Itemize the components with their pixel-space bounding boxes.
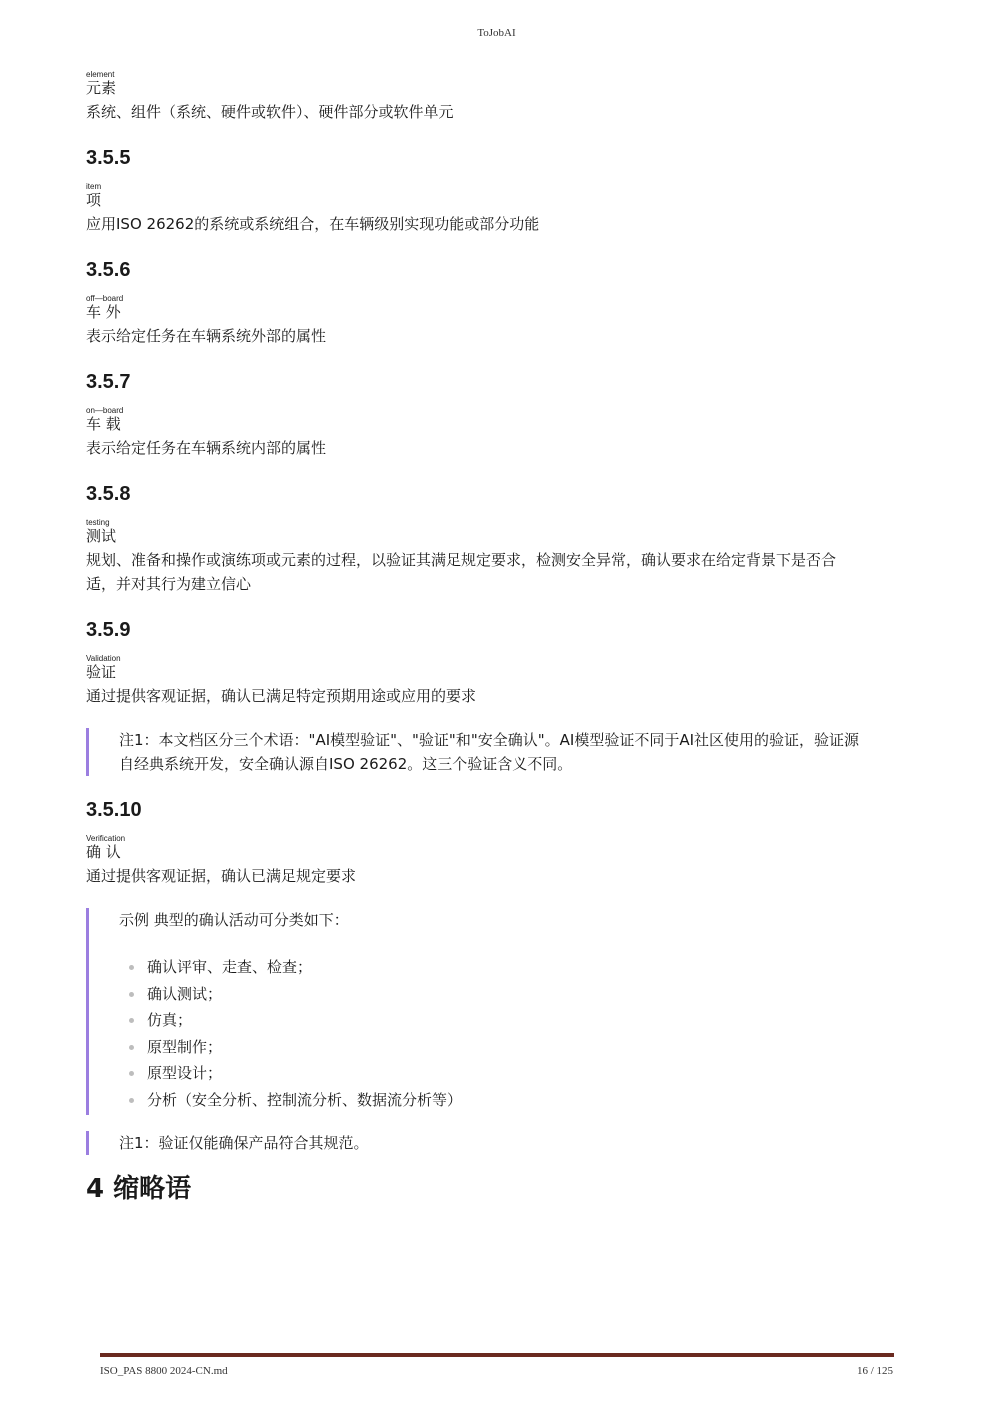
list-item: 仿真； <box>127 1007 911 1034</box>
term-english: off—board <box>86 294 124 303</box>
term-verification <box>86 834 911 888</box>
note-line-2: 自经典系统开发，安全确认源自ISO 26262。这三个验证含义不同。 <box>119 755 573 773</box>
term-chinese: 元素 <box>86 79 117 97</box>
footer-filename: ISO_PAS 8800 2024-CN.md <box>100 1365 228 1377</box>
term-definition: 通过提供客观证据，确认已满足规定要求 <box>86 867 357 885</box>
term-definition: 应用ISO 26262的系统或系统组合，在车辆级别实现功能或部分功能 <box>86 215 540 233</box>
term-english: item <box>86 182 102 191</box>
term-chinese: 项 <box>86 191 102 209</box>
term-english: element <box>86 70 115 79</box>
section-heading-3-5-6: 3.5.6 <box>86 259 131 281</box>
list-item: 确认评审、走查、检查； <box>127 954 911 981</box>
section-heading-3-5-10: 3.5.10 <box>86 799 142 821</box>
note-line-1: 注1：本文档区分三个术语："AI模型验证"、"验证"和"安全确认"。AI模型验证不同于AI社区使用的验证，验证源 <box>119 731 859 749</box>
note-verification <box>86 1131 911 1155</box>
list-item: 分析（安全分析、控制流分析、数据流分析等） <box>127 1087 911 1114</box>
term-english: testing <box>86 518 110 527</box>
section-heading-3-5-9: 3.5.9 <box>86 619 131 641</box>
example-verification <box>86 908 911 1115</box>
term-testing <box>86 518 911 596</box>
term-definition-line-2: 适，并对其行为建立信心 <box>86 575 252 593</box>
footer-page-number: 16 / 125 <box>856 1365 893 1377</box>
term-item <box>86 182 911 236</box>
term-definition: 表示给定任务在车辆系统内部的属性 <box>86 439 327 457</box>
term-chinese: 确 认 <box>86 843 121 861</box>
section-heading-3-5-7: 3.5.7 <box>86 371 131 393</box>
footer-divider <box>100 1353 894 1357</box>
term-definition: 系统、组件（系统、硬件或软件）、硬件部分或软件单元 <box>86 103 454 121</box>
term-off-board <box>86 294 911 348</box>
term-on-board <box>86 406 911 460</box>
term-chinese: 车 载 <box>86 415 121 433</box>
term-element <box>86 70 911 124</box>
term-english: Validation <box>86 654 121 663</box>
term-english: Verification <box>86 834 126 843</box>
term-english: on—board <box>86 406 124 415</box>
section-heading-3-5-5: 3.5.5 <box>86 147 131 169</box>
example-intro: 示例 典型的确认活动可分类如下： <box>119 911 349 929</box>
term-validation <box>86 654 911 708</box>
term-definition-line-1: 规划、准备和操作或演练项或元素的过程，以验证其满足规定要求，检测安全异常，确认要求在给定背景下是否合 <box>86 551 837 569</box>
example-list <box>119 954 911 1113</box>
note-line: 注1：验证仅能确保产品符合其规范。 <box>119 1134 369 1152</box>
page-header: ToJobAI <box>477 27 516 39</box>
term-definition: 通过提供客观证据，确认已满足特定预期用途或应用的要求 <box>86 687 477 705</box>
list-item: 原型设计； <box>127 1060 911 1087</box>
term-definition: 表示给定任务在车辆系统外部的属性 <box>86 327 327 345</box>
term-chinese: 车 外 <box>86 303 121 321</box>
list-item: 确认测试； <box>127 981 911 1008</box>
document-body <box>86 70 911 1205</box>
chapter-title: 4 缩略语 <box>86 1174 192 1204</box>
section-heading-3-5-8: 3.5.8 <box>86 483 131 505</box>
list-item: 原型制作； <box>127 1034 911 1061</box>
term-chinese: 测试 <box>86 527 117 545</box>
note-validation <box>86 728 911 776</box>
term-chinese: 验证 <box>86 663 117 681</box>
